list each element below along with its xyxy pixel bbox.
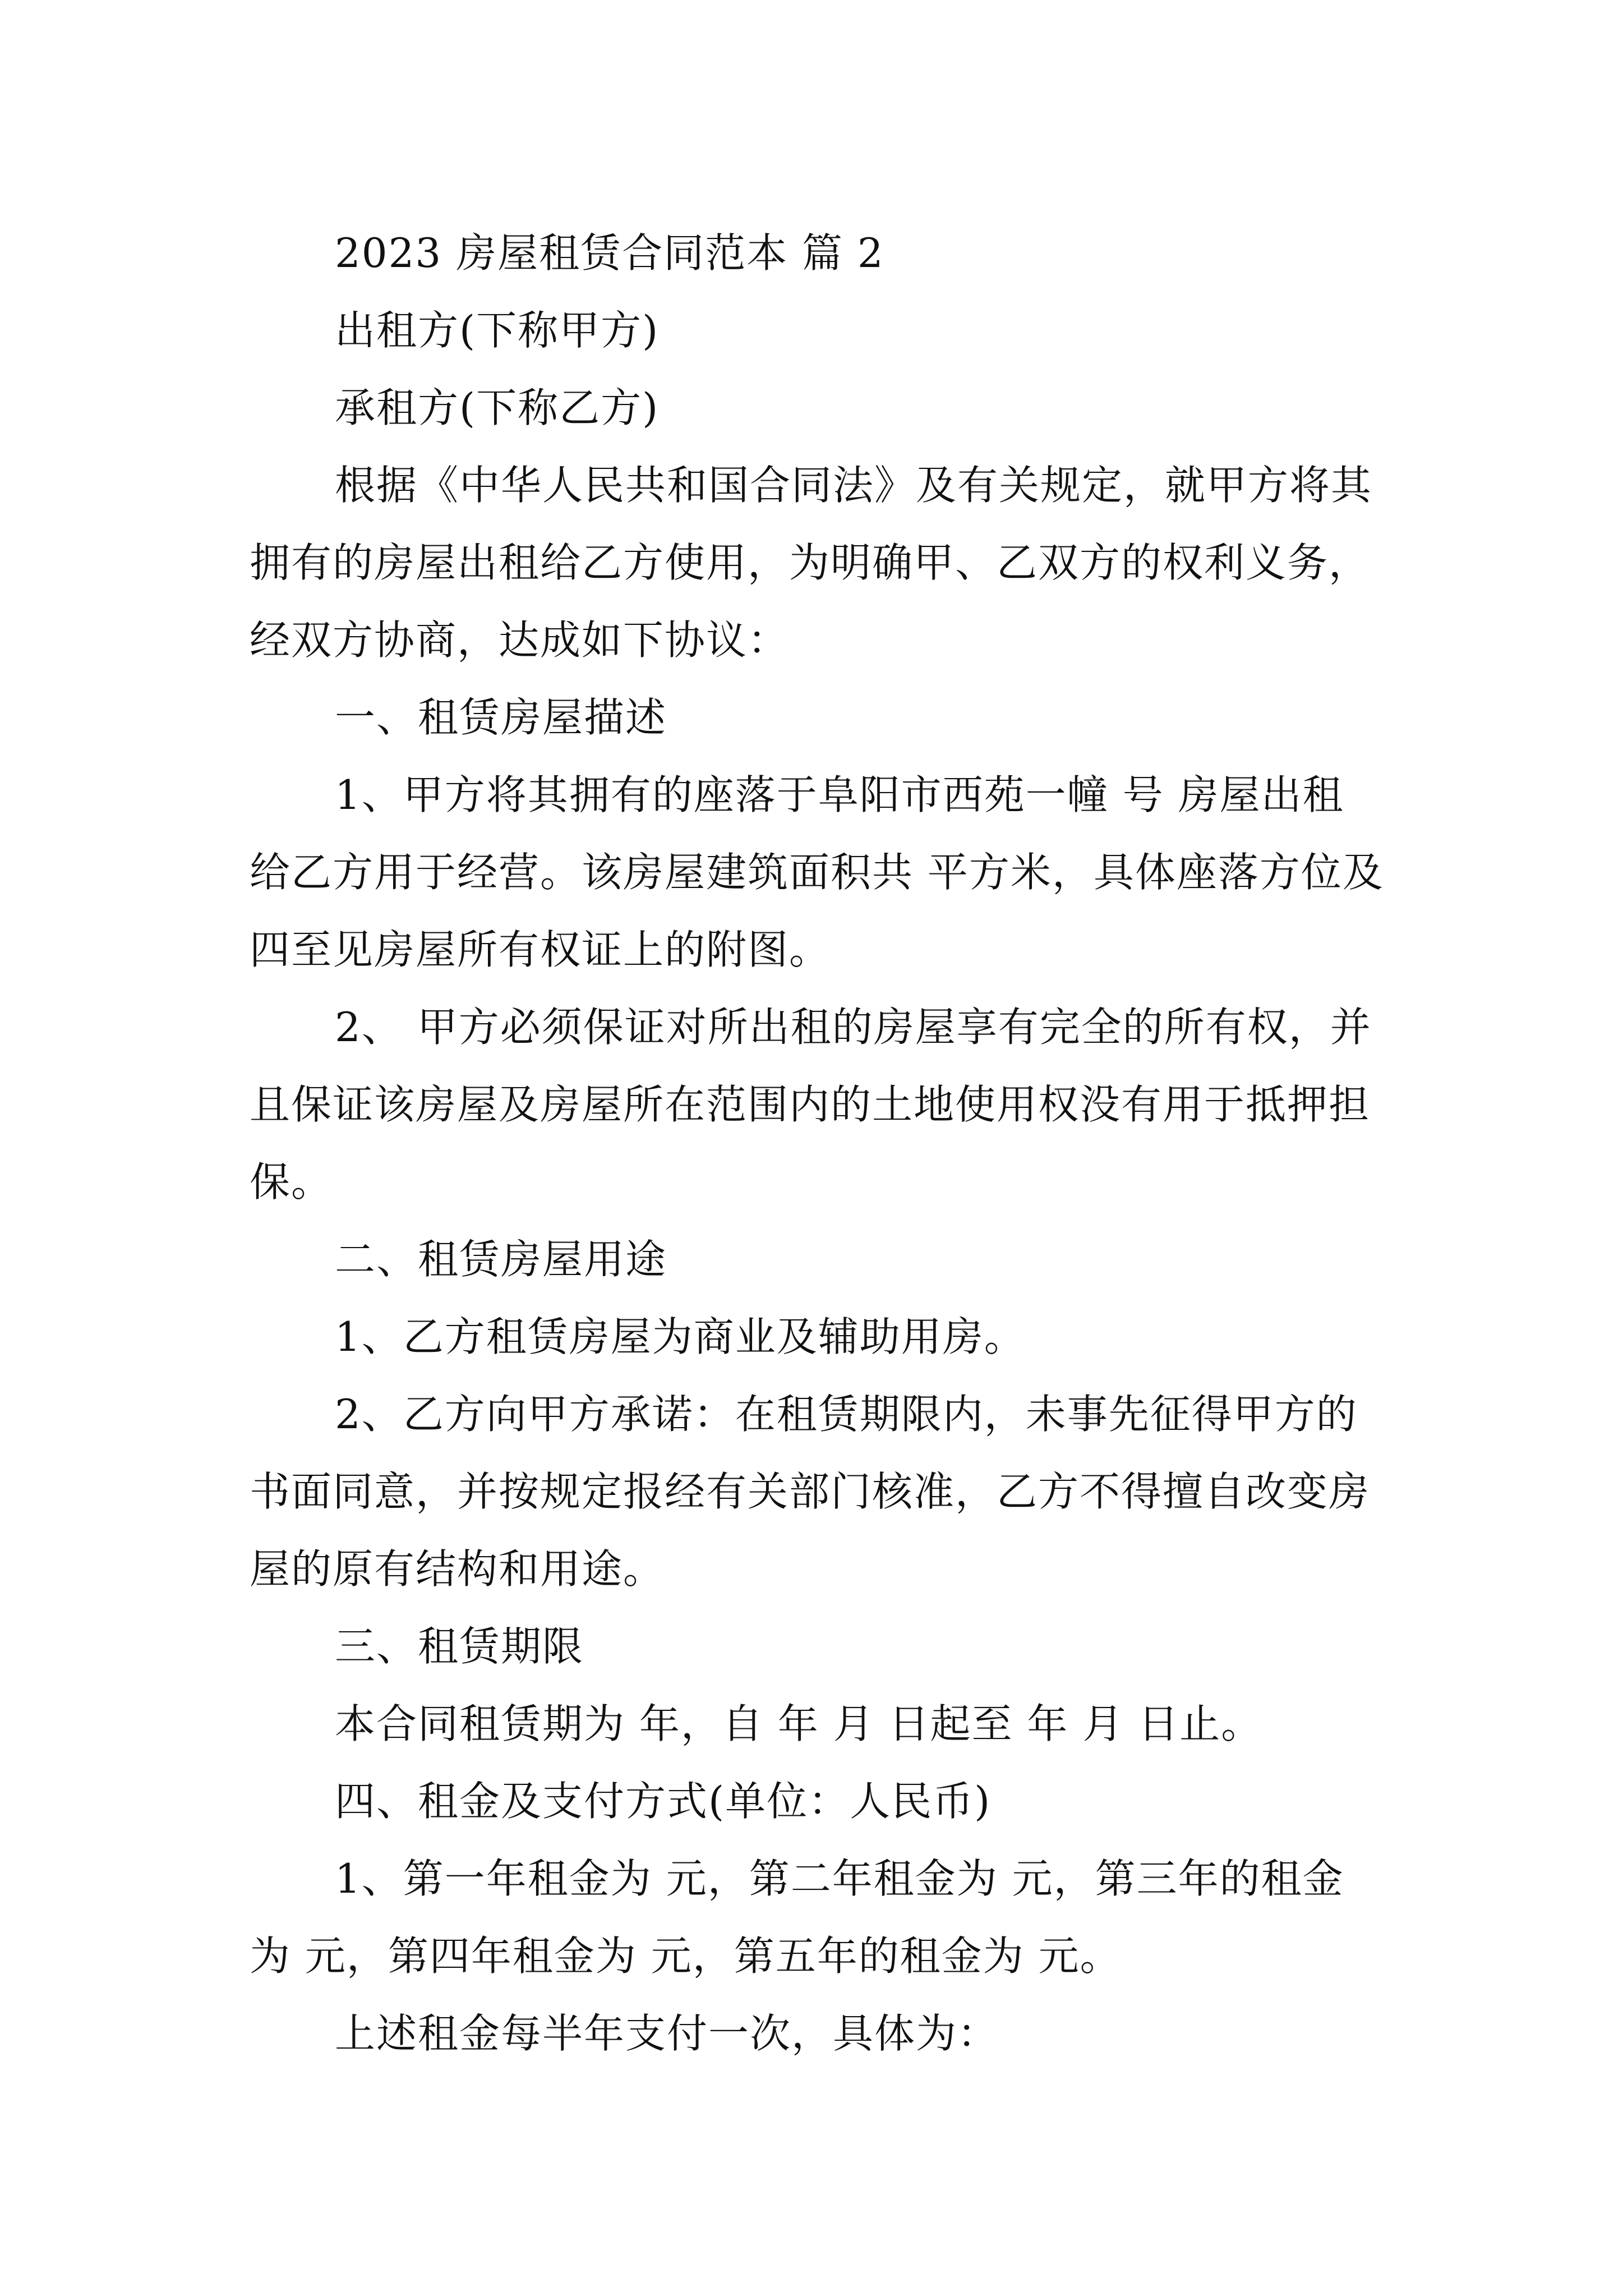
document-body — [250, 214, 1385, 2072]
document-title: 2023 房屋租赁合同范本 篇 2 — [335, 229, 884, 277]
clause-1-1: 1、甲方将其拥有的座落于阜阳市西苑一幢 号 房屋出租给乙方用于经营。该房屋建筑面积共 平方米，具体座落方位及四至见房屋所有权证上的附图。 — [250, 771, 1384, 973]
lessee-line: 承租方(下称乙方) — [335, 384, 660, 431]
section-heading-3: 三、租赁期限 — [335, 1623, 584, 1670]
clause-4-1: 1、第一年租金为 元，第二年租金为 元，第三年的租金为 元，第四年租金为 元，第五年的租金为 元。 — [250, 1855, 1344, 1980]
clause-2-2: 2、乙方向甲方承诺：在租赁期限内，未事先征得甲方的书面同意，并按规定报经有关部门核准，乙方不得擅自改变房屋的原有结构和用途。 — [250, 1391, 1371, 1593]
section-heading-4: 四、租金及支付方式(单位：人民币) — [335, 1778, 992, 1825]
preamble-paragraph: 根据《中华人民共和国合同法》及有关规定，就甲方将其拥有的房屋出租给乙方使用，为明确甲、乙双方的权利义务，经双方协商，达成如下协议： — [250, 462, 1373, 664]
section-heading-1: 一、租赁房屋描述 — [335, 694, 667, 741]
lease-term-paragraph: 本合同租赁期为 年，自 年 月 日起至 年 月 日止。 — [335, 1700, 1263, 1747]
section-heading-2: 二、租赁房屋用途 — [335, 1236, 667, 1283]
clause-2-1: 1、乙方租赁房屋为商业及辅助用房。 — [335, 1313, 1026, 1360]
payment-schedule-line: 上述租金每半年支付一次，具体为： — [335, 2010, 999, 2057]
lessor-line: 出租方(下称甲方) — [335, 307, 660, 354]
clause-1-2: 2、 甲方必须保证对所出租的房屋享有完全的所有权，并且保证该房屋及房屋所在范围内的土地使用权没有用于抵押担保。 — [250, 1004, 1372, 1205]
